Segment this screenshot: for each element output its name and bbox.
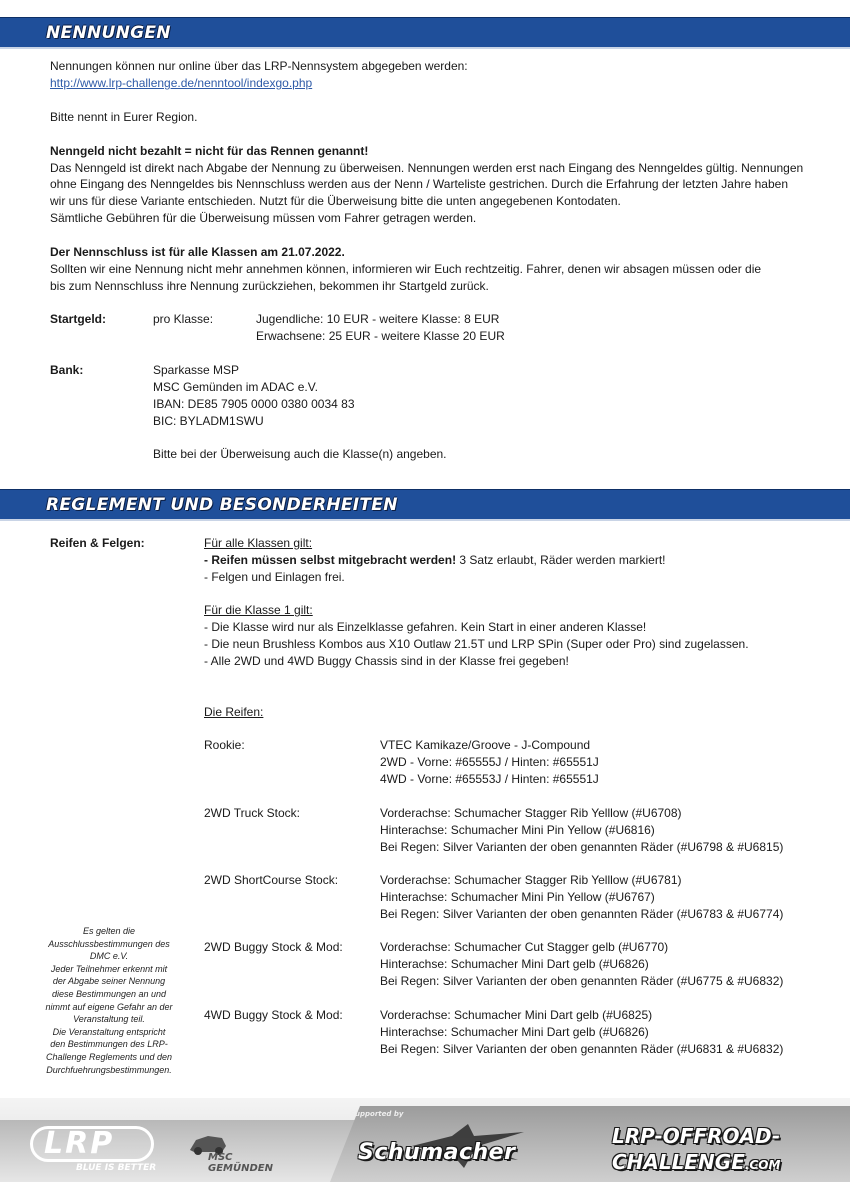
all-classes-bold: - Reifen müssen selbst mitgebracht werden! [204, 553, 457, 567]
bank-line: Sparkasse MSP [153, 363, 240, 377]
klasse1-line: - Alle 2WD und 4WD Buggy Chassis sind in der Klasse frei gegeben! [204, 654, 569, 668]
challenge-word: CHALLENGE [612, 1150, 745, 1174]
tire-spec-line: Bei Regen: Silver Varianten der oben genannten Räder (#U6798 & #U6815) [380, 840, 784, 854]
msc-gemuenden-logo [184, 1130, 280, 1178]
paragraph-line: wir uns für diese Variante entschieden. Nutzt für die Überweisung bitte die unten angegebenen Kontodaten. [50, 194, 621, 208]
tire-spec-line: Hinterachse: Schumacher Mini Dart gelb (#U6826) [380, 1025, 649, 1039]
all-classes-line2: - Felgen und Einlagen frei. [204, 570, 345, 584]
tire-spec-line: Vorderachse: Schumacher Cut Stagger gelb (#U6770) [380, 940, 669, 954]
note-line: den Bestimmungen des LRP- [50, 1039, 168, 1050]
schumacher-logo-text: Schumacher [358, 1140, 516, 1165]
startgeld-label: Startgeld: [50, 312, 107, 326]
paragraph-line: Sämtliche Gebühren für die Überweisung müssen vom Fahrer getragen werden. [50, 211, 477, 225]
note-line: Jeder Teilnehmer erkennt mit [50, 963, 168, 974]
klasse1-line: - Die neun Brushless Kombos aus X10 Outlaw 21.5T und LRP SPin (Super oder Pro) sind zugelassen. [204, 637, 749, 651]
section-bar-reglement [0, 489, 850, 521]
note-line: Durchfuehrungsbestimmungen. [46, 1064, 172, 1075]
tire-spec-line: Bei Regen: Silver Varianten der oben genannten Räder (#U6783 & #U6774) [380, 907, 784, 921]
tire-spec-line: 4WD - Vorne: #65553J / Hinten: #65551J [380, 772, 599, 786]
tire-spec-line: Bei Regen: Silver Varianten der oben genannten Räder (#U6831 & #U6832) [380, 1042, 784, 1056]
note-line: Veranstaltung teil. [73, 1014, 145, 1025]
challenge-logo-line1: LRP-OFFROAD- [612, 1124, 781, 1148]
tire-spec-line: Vorderachse: Schumacher Mini Dart gelb (#U6825) [380, 1008, 653, 1022]
tire-spec-line: Vorderachse: Schumacher Stagger Rib Yelllow (#U6781) [380, 873, 682, 887]
tire-spec-line: Hinterachse: Schumacher Mini Pin Yellow (#U6816) [380, 823, 655, 837]
tire-spec-line: Hinterachse: Schumacher Mini Pin Yellow (#U6767) [380, 890, 655, 904]
tire-spec-line: Hinterachse: Schumacher Mini Dart gelb (#U6826) [380, 957, 649, 971]
note-line: Es gelten die [82, 926, 136, 936]
nennungen-intro: Nennungen können nur online über das LRP-Nennsystem abgegeben werden: [50, 59, 468, 73]
tire-class-name: 2WD Buggy Stock & Mod: [204, 940, 343, 954]
challenge-com: .COM [744, 1158, 781, 1172]
supported-by-label: Supported by [350, 1110, 404, 1118]
lrp-logo [30, 1126, 158, 1176]
note-line: Ausschlussbestimmungen des [48, 938, 170, 949]
bank-note: Bitte bei der Überweisung auch die Klasse(n) angeben. [153, 447, 447, 461]
fee-adult: Erwachsene: 25 EUR - weitere Klasse 20 EUR [256, 329, 505, 343]
paragraph-line: ohne Eingang des Nenngeldes bis Nennschluss werden aus der Nenn / Warteliste gestrichen. Durch die Erfahrung der letzten Jahre haben [50, 177, 788, 191]
warning-heading: Nenngeld nicht bezahlt = nicht für das Rennen genannt! [50, 144, 369, 158]
note-line: der Abgabe seiner Nennung [52, 976, 166, 987]
note-line: diese Bestimmungen an und [51, 988, 167, 999]
pro-klasse-label: pro Klasse: [153, 312, 214, 326]
deadline-heading: Der Nennschluss ist für alle Klassen am 21.07.2022. [50, 245, 345, 259]
msc-line2: GEMÜNDEN [208, 1163, 273, 1174]
lrp-tagline: BLUE IS BETTER [76, 1163, 157, 1173]
all-classes-heading: Für alle Klassen gilt: [204, 536, 313, 550]
note-line: Challenge Reglements und den [45, 1051, 173, 1062]
bank-line: IBAN: DE85 7905 0000 0380 0034 83 [153, 397, 355, 411]
all-classes-line [204, 552, 666, 569]
msc-line1: MSC [208, 1152, 233, 1163]
reifen-label: Reifen & Felgen: [50, 536, 145, 550]
deadline-line: Sollten wir eine Nennung nicht mehr annehmen können, informieren wir Euch rechtzeitig. Fahrer, denen wir absagen müssen oder die [50, 262, 762, 276]
tires-heading: Die Reifen: [204, 705, 264, 719]
bank-line: BIC: BYLADM1SWU [153, 414, 264, 428]
disclaimer-note [20, 925, 198, 1076]
note-line: nimmt auf eigene Gefahr an der [45, 1001, 173, 1012]
tire-spec-line: VTEC Kamikaze/Groove - J-Compound [380, 738, 591, 752]
section-title: NENNUNGEN [46, 23, 171, 43]
region-text: Bitte nennt in Eurer Region. [50, 110, 198, 124]
all-classes-rest: 3 Satz erlaubt, Räder werden markiert! [456, 553, 666, 567]
tire-spec-line: Bei Regen: Silver Varianten der oben genannten Räder (#U6775 & #U6832) [380, 974, 784, 988]
note-line: Die Veranstaltung entspricht [52, 1026, 166, 1037]
paragraph-line: Das Nenngeld ist direkt nach Abgabe der Nennung zu überweisen. Nennungen werden erst nach Eingang des Nenngeldes gültig. Nennungen [50, 161, 804, 175]
fee-youth: Jugendliche: 10 EUR - weitere Klasse: 8 EUR [256, 312, 500, 326]
tire-spec-line: 2WD - Vorne: #65555J / Hinten: #65551J [380, 755, 599, 769]
bank-label: Bank: [50, 363, 84, 377]
section-title: REGLEMENT UND BESONDERHEITEN [46, 495, 398, 515]
bank-line: MSC Gemünden im ADAC e.V. [153, 380, 318, 394]
note-line: DMC e.V. [89, 951, 129, 962]
section-bar-nennungen [0, 17, 850, 49]
klasse1-line: - Die Klasse wird nur als Einzelklasse gefahren. Kein Start in einer anderen Klasse! [204, 620, 647, 634]
tire-class-name: 4WD Buggy Stock & Mod: [204, 1008, 343, 1022]
deadline-line: bis zum Nennschluss ihre Nennung zurückziehen, bekommen ihr Startgeld zurück. [50, 279, 489, 293]
tire-class-name: 2WD ShortCourse Stock: [204, 873, 339, 887]
tire-spec-line: Vorderachse: Schumacher Stagger Rib Yelllow (#U6708) [380, 806, 682, 820]
challenge-logo-line2 [612, 1150, 780, 1177]
tire-class-name: 2WD Truck Stock: [204, 806, 301, 820]
klasse1-heading: Für die Klasse 1 gilt: [204, 603, 313, 617]
lrp-logo-text: LRP [44, 1126, 115, 1161]
nenntool-link[interactable]: http://www.lrp-challenge.de/nenntool/indexgo.php [50, 76, 313, 90]
tire-class-name: Rookie: [204, 738, 245, 752]
